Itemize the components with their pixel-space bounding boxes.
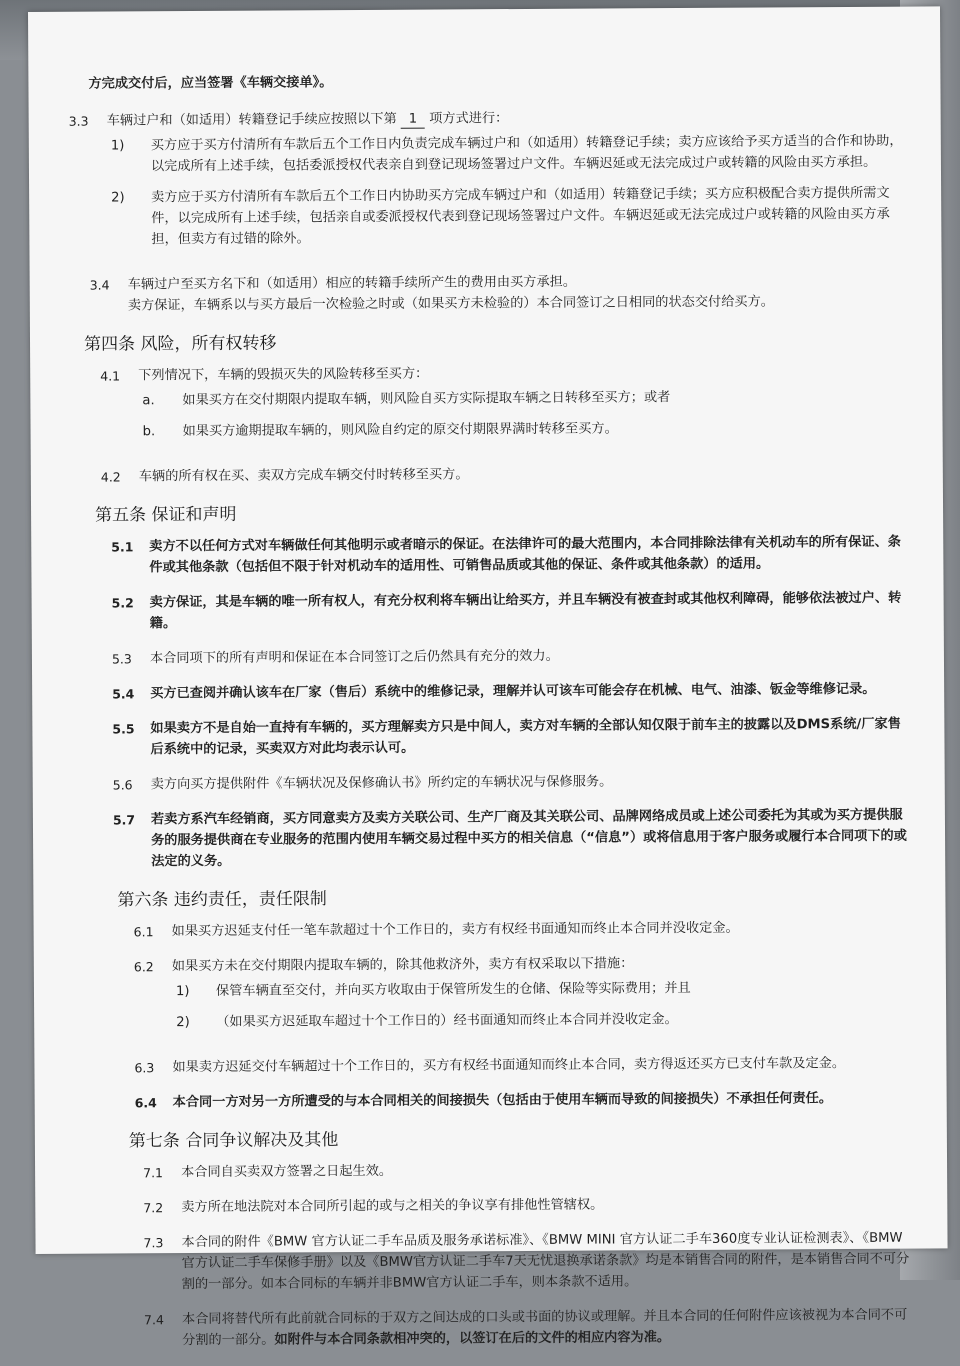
clause-text: 如果买方未在交付期限内提取车辆的，除其他救济外，卖方有权采取以下措施：	[171, 956, 634, 975]
clause-text: 若卖方系汽车经销商，买方同意卖方及卖方关联公司、生产厂商及其关联公司、品牌网络成员或上述公司委托为其或为买方提供服务的服务提供商在专业服务的范围内使用车辆交易过程中买方的相关信息（“信息”）或将信息用于客户服务或履行本合同项下的或法定的义务。	[150, 807, 907, 870]
clause-number: 4.2	[100, 469, 121, 485]
clause-text: 本合同一方对另一方所遭受的与本合同相关的间接损失（包括由于使用车辆而导致的间接损失）不承担任何责任。	[172, 1091, 833, 1111]
clause-6-3	[74, 1053, 914, 1079]
intro-line: 方完成交付后，应当签署《车辆交接单》。	[88, 75, 333, 92]
clause-number: 5.3	[111, 651, 132, 667]
sub-clause	[107, 131, 909, 178]
clause-number: 5.5	[112, 721, 135, 737]
sub-number: 2)	[111, 190, 125, 206]
clause-7-1	[75, 1158, 915, 1184]
clause-3-4	[70, 270, 910, 317]
clause-text: 卖方所在地法院对本合同所引起的或与之相关的争议享有排他性管辖权。	[181, 1197, 604, 1216]
clause-number: 7.1	[143, 1165, 164, 1181]
contract-page	[28, 6, 948, 1349]
clause-4-1	[70, 361, 911, 453]
clause-text: 本合同将替代所有此前就合同标的于双方之间达成的口头或书面的协议或理解。并且本合同的任何附件应该被视为本合同不可分割的一部分。	[181, 1307, 908, 1349]
clause-text-bold: 如附件与本合同条款相冲突的，以签订在后的文件的相应内容为准。	[274, 1330, 671, 1348]
clause-5-4	[72, 679, 912, 705]
clause-number: 5.2	[111, 595, 134, 611]
clause-number: 6.1	[133, 924, 154, 940]
clause-number: 6.4	[134, 1095, 157, 1111]
clause-number: 5.4	[112, 686, 135, 702]
clause-7-2	[75, 1193, 915, 1219]
clause-number: 7.4	[143, 1312, 164, 1328]
sub-text: 买方应于买方付清所有车款后五个工作日内负责完成车辆过户和（如适用）转籍登记手续；卖方应该给予买方适当的合作和协助，以完成所有上述手续，包括委派授权代表亲自到登记现场签署过户文件。车辆迟延或无法完成过户或转籍的风险由买方承担。	[150, 133, 903, 175]
option-blank: 1	[401, 112, 425, 129]
clause-body	[138, 361, 911, 453]
clause-4-2	[71, 462, 911, 488]
clause-text: 车辆过户至买方名下和（如适用）相应的转籍手续所产生的费用由买方承担。	[127, 274, 577, 293]
clause-text: 本合同的附件《BMW 官方认证二手车品质及服务承诺标准》、《BMW MINI 官方认证二手车360度专业认证检测表》、《BMW官方认证二手车保修手册》以及《BMW官方认证二手车7天无忧退换承诺条款》均是本销售合同的附件，是本销售合同不可分割的一部分。如本合同标的车辆并非BMW官方认证二手车，则本条款不适用。	[181, 1230, 910, 1293]
clause-text: 本合同项下的所有声明和保证在本合同签订之后仍然具有充分的效力。	[149, 648, 559, 667]
sub-number: 1)	[175, 984, 190, 1000]
clause-5-6	[73, 770, 913, 796]
clause-number: 5.7	[112, 812, 136, 828]
clause-number: 7.2	[143, 1200, 164, 1216]
clause-5-3	[72, 644, 912, 670]
article-6-title: 第六条 违约责任，责任限制	[117, 889, 327, 911]
clause-number: 6.2	[133, 959, 154, 975]
sub-text: 如果买方在交付期限内提取车辆，则风险自买方实际提取车辆之日转移至买方；或者	[182, 390, 671, 409]
clause-number: 5.1	[111, 539, 134, 555]
clause-text: 车辆过户和（如适用）转籍登记手续应按照以下第	[106, 111, 397, 129]
clause-5-5	[72, 714, 912, 761]
sub-number: a.	[142, 393, 155, 409]
contract-content	[68, 69, 916, 1366]
clause-body	[182, 1305, 916, 1351]
clause-body	[128, 270, 910, 317]
clause-text: 卖方向买方提供附件《车辆状况及保修确认书》所约定的车辆状况与保修服务。	[150, 774, 613, 793]
clause-text: 买方已查阅并确认该车在厂家（售后）系统中的维修记录，理解并认可该车可能会存在机械、电气、油漆、钣金等维修记录。	[150, 681, 876, 702]
clause-text: 下列情况下，车辆的毁损灭失的风险转移至买方：	[138, 366, 429, 384]
sub-clause	[172, 977, 914, 1003]
clause-text: 车辆的所有权在买、卖双方完成车辆交付时转移至买方。	[138, 467, 469, 485]
clause-text: 如果买方迟延支付任一笔车款超过十个工作日的，卖方有权经书面通知而终止本合同并没收定金。	[171, 920, 739, 940]
clause-6-4	[75, 1088, 915, 1114]
sub-clause	[172, 1008, 914, 1034]
sub-number: b.	[142, 424, 156, 440]
clause-text: 如果卖方不是自始一直持有车辆的，买方理解卖方只是中间人，卖方对车辆的全部认知仅限于前车主的披露以及DMS系统/厂家售后系统中的记录，买卖双方对此均表示认可。	[150, 716, 901, 758]
article-7-title: 第七条 合同争议解决及其他	[128, 1130, 339, 1152]
clause-body	[107, 106, 910, 261]
clause-6-1	[74, 917, 914, 943]
clause-number: 3.4	[89, 277, 110, 293]
clause-number: 5.6	[112, 777, 133, 793]
sub-text: 卖方应于买方付清所有车款后五个工作日内协助买方完成车辆过户和（如适用）转籍登记手续；买方应积极配合卖方提供所需文件，以完成所有上述手续，包括亲自或委派授权代表到登记现场签署过户文件。车辆迟延或无法完成过户或转籍的风险由买方承担，但卖方有过错的除外。	[151, 185, 890, 248]
clause-5-7	[73, 805, 913, 873]
clause-text: 如果卖方迟延交付车辆超过十个工作日的，买方有权经书面通知而终止本合同，卖方得返还买方已支付车款及定金。	[172, 1056, 846, 1076]
clause-number: 3.3	[68, 113, 89, 129]
sub-text: 如果买方逾期提取车辆的，则风险自约定的原交付期限界满时转移至买方。	[182, 421, 618, 440]
clause-7-4	[76, 1305, 916, 1352]
clause-text: 卖方保证，其是车辆的唯一所有权人，有充分权利将车辆出让给买方，并且车辆没有被查封或其他权利障碍，能够依法被过户、转籍。	[149, 590, 902, 632]
clause-number: 6.3	[134, 1060, 155, 1076]
sub-number: 2)	[176, 1015, 190, 1031]
clause-3-3	[69, 106, 910, 261]
sub-clause	[138, 386, 910, 412]
clause-number: 4.1	[100, 368, 121, 384]
clause-number: 7.3	[143, 1235, 164, 1251]
sub-text: （如果买方迟延取车超过十个工作日的）经书面通知而终止本合同并没收定金。	[216, 1012, 678, 1030]
clause-text: 卖方不以任何方式对车辆做任何其他明示或者暗示的保证。在法律许可的最大范围内，本合同排除法律有关机动车的所有保证、条件或其他条款（包括但不限于针对机动车的适用性、可销售品质或其他的保证、条件或其他条款）的适用。	[149, 534, 901, 576]
clause-body	[172, 952, 915, 1044]
sub-text: 保管车辆直至交付，并向买方收取由于保管所发生的仓储、保险等实际费用；并且	[215, 980, 691, 999]
article-4-title: 第四条 风险，所有权转移	[83, 333, 277, 355]
article-5-title: 第五条 保证和声明	[95, 504, 237, 526]
clause-5-1	[71, 532, 911, 579]
clause-text: 本合同自买卖双方签署之日起生效。	[181, 1163, 393, 1181]
clause-6-2	[74, 952, 915, 1044]
clause-5-2	[72, 588, 912, 635]
clause-text: 项方式进行：	[429, 111, 509, 127]
clause-text: 卖方保证，车辆系以与买方最后一次检验之时或（如果买方未检验的）本合同签订之日相同的状态交付给买方。	[127, 294, 775, 314]
sub-clause	[139, 417, 911, 443]
sub-clause	[107, 183, 909, 251]
sub-number: 1)	[110, 138, 125, 154]
clause-7-3	[75, 1228, 915, 1296]
